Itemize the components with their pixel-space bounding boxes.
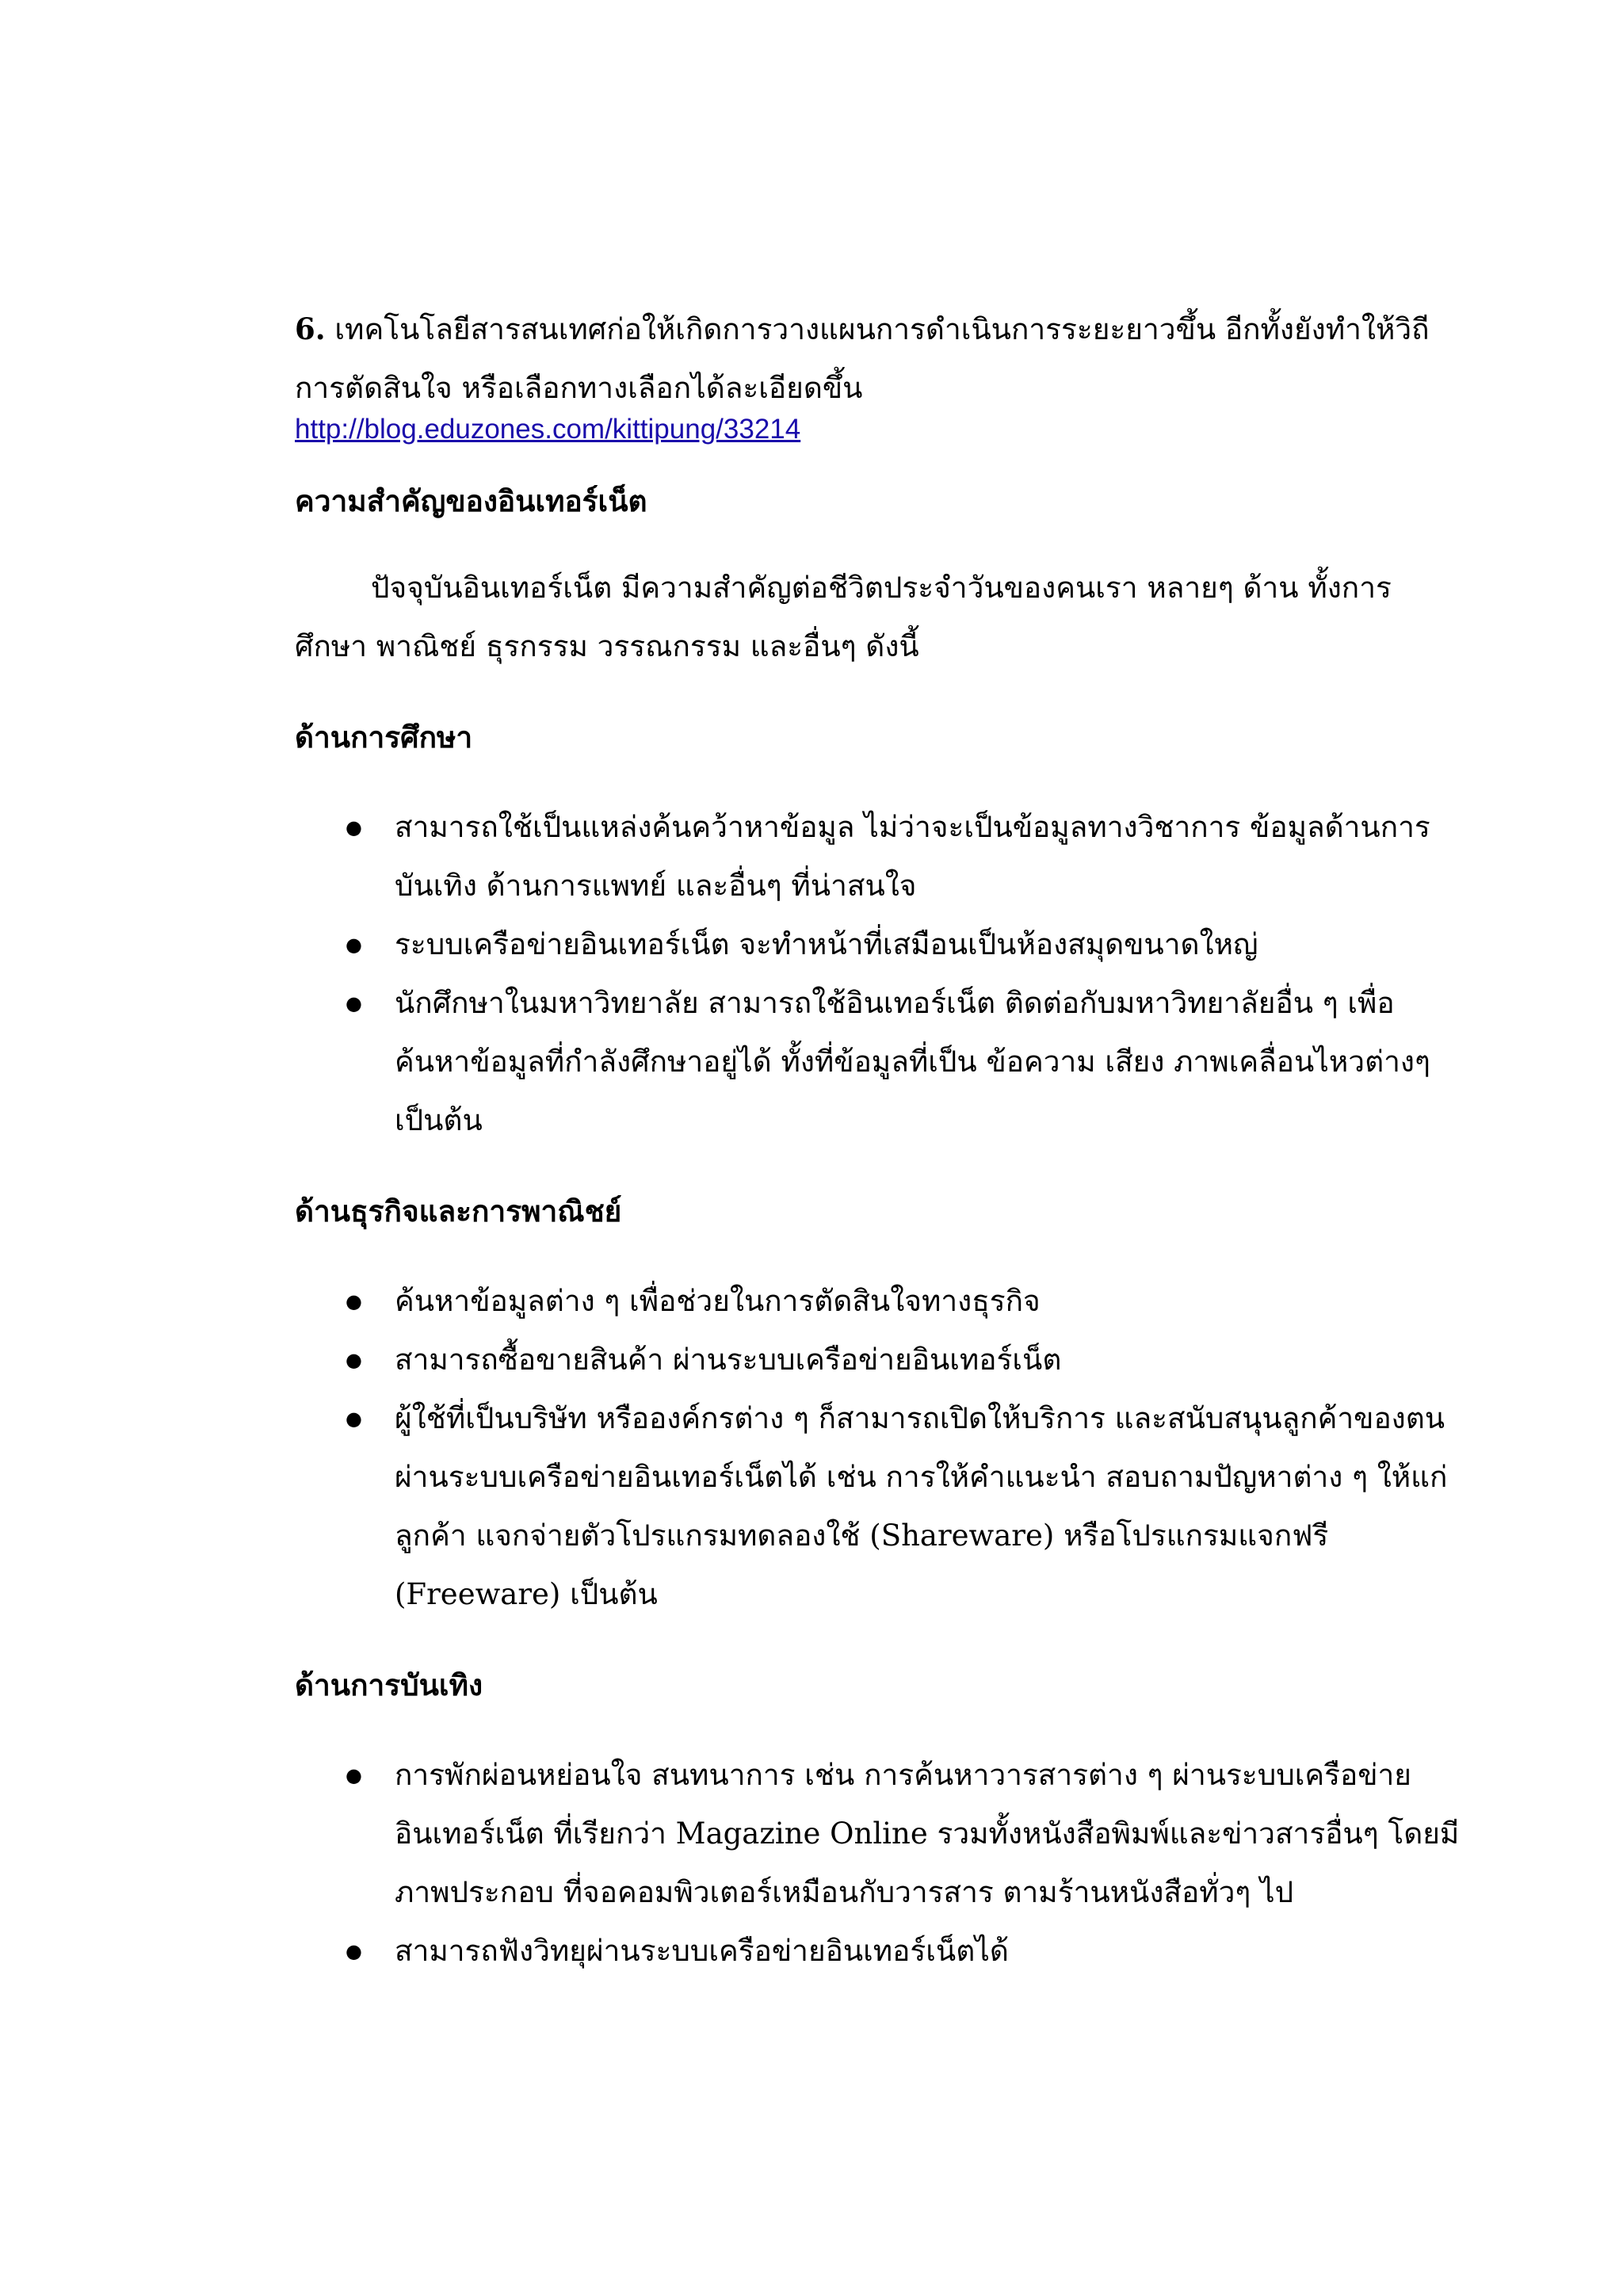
section-heading-business: ด้านธุรกิจและการพาณิชย์ (295, 1194, 622, 1228)
list-item-text: ระบบเครือข่ายอินเทอร์เน็ต จะทำหน้าที่เสมือนเป็นห้องสมุดขนาดใหญ่ (395, 927, 1258, 961)
list-item-text: ค้นหาข้อมูลต่าง ๆ เพื่อช่วยในการตัดสินใจทางธุรกิจ (395, 1284, 1041, 1318)
list-item-text: นักศึกษาในมหาวิทยาลัย สามารถใช้อินเทอร์เน็ต ติดต่อกับมหาวิทยาลัยอื่น ๆ เพื่อค้นหาข้อมูลที่กำลังศึกษาอยู่ได้ ทั้งที่ข้อมูลที่เป็น ข้อความ เสียง ภาพเคลื่อนไหวต่างๆ เป็นต้น (395, 986, 1430, 1137)
section-heading-education: ด้านการศึกษา (295, 720, 473, 755)
bullet-icon: ● (346, 1764, 362, 1786)
source-link[interactable]: http://blog.eduzones.com/kittipung/33214 (295, 414, 801, 445)
list-item-text: ผู้ใช้ที่เป็นบริษัท หรือองค์กรต่าง ๆ ก็สามารถเปิดให้บริการ และสนับสนุนลูกค้าของตน ผ่านระบบเครือข่ายอินเทอร์เน็ตได้ เช่น การให้คำแนะนำ สอบถามปัญหาต่าง ๆ ให้แก่ลูกค้า แจกจ่ายตัวโปรแกรมทดลองใช้ (Shareware) หรือโปรแกรมแจกฟรี (Freeware) เป็นต้น (395, 1401, 1448, 1611)
list-item (346, 798, 1460, 915)
list-item (346, 915, 1460, 974)
main-heading: ความสำคัญของอินเทอร์เน็ต (295, 483, 647, 518)
list-item-text: การพักผ่อนหย่อนใจ สนทนาการ เช่น การค้นหาวารสารต่าง ๆ ผ่านระบบเครือข่ายอินเทอร์เน็ต ที่เรียกว่า Magazine Online รวมทั้งหนังสือพิมพ์และข่าวสารอื่นๆ โดยมีภาพประกอบ ที่จอคอมพิวเตอร์เหมือนกับวารสาร ตามร้านหนังสือทั่วๆ ไป (395, 1758, 1460, 1909)
bullet-icon: ● (346, 992, 362, 1014)
intro-number: 6. (295, 311, 326, 346)
list-item (346, 1746, 1460, 1922)
document-content (295, 300, 1460, 2012)
list-item (346, 1272, 1460, 1331)
list-item-text: สามารถใช้เป็นแหล่งค้นคว้าหาข้อมูล ไม่ว่าจะเป็นข้อมูลทางวิชาการ ข้อมูลด้านการบันเทิง ด้านการแพทย์ และอื่นๆ ที่น่าสนใจ (395, 810, 1430, 903)
bullet-icon: ● (346, 1290, 362, 1312)
bullet-icon: ● (346, 1349, 362, 1371)
business-list (295, 1272, 1460, 1624)
list-item (346, 1389, 1460, 1624)
bullet-icon: ● (346, 816, 362, 839)
list-item-text: สามารถซื้อขายสินค้า ผ่านระบบเครือข่ายอินเทอร์เน็ต (395, 1343, 1062, 1377)
intro-body-paragraph: ปัจจุบันอินเทอร์เน็ต มีความสำคัญต่อชีวิตประจำวันของคนเรา หลายๆ ด้าน ทั้งการศึกษา พาณิชย์ ธุรกรรม วรรณกรรม และอื่นๆ ดังนี้ (295, 571, 1392, 663)
list-item-text: สามารถฟังวิทยุผ่านระบบเครือข่ายอินเทอร์เน็ตได้ (395, 1934, 1009, 1968)
list-item (346, 1922, 1460, 1981)
education-list (295, 798, 1460, 1150)
intro-text: เทคโนโลยีสารสนเทศก่อให้เกิดการวางแผนการดำเนินการระยะยาวขึ้น อีกทั้งยังทำให้วิถีการตัดสินใจ หรือเลือกทางเลือกได้ละเอียดขึ้น (295, 312, 1430, 405)
bullet-icon: ● (346, 934, 362, 956)
entertainment-list (295, 1746, 1460, 1981)
section-heading-entertainment: ด้านการบันเทิง (295, 1668, 483, 1702)
bullet-icon: ● (346, 1940, 362, 1962)
list-item (346, 974, 1460, 1150)
intro-paragraph (295, 300, 1460, 418)
list-item (346, 1331, 1460, 1389)
bullet-icon: ● (346, 1408, 362, 1430)
